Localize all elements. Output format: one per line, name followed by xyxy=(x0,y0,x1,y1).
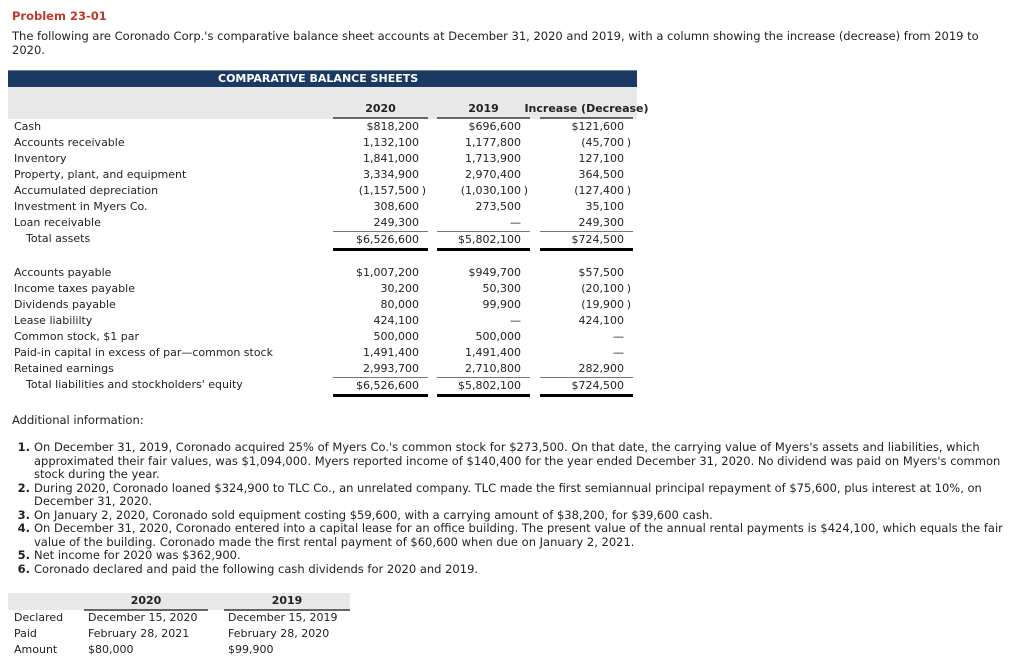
spacer xyxy=(428,183,437,199)
spacer xyxy=(530,135,540,151)
table-row xyxy=(8,167,637,183)
row-label: Amount xyxy=(14,643,58,656)
spacer xyxy=(530,215,540,231)
row-label: Property, plant, and equipment xyxy=(14,168,187,181)
row-value: 3,334,900 xyxy=(363,168,419,181)
row-value: $80,000 xyxy=(88,643,134,656)
dividends-header xyxy=(8,593,350,610)
row-value: — xyxy=(613,346,624,359)
row-value: 249,300 xyxy=(373,216,419,229)
row-label: Total assets xyxy=(26,232,91,245)
row-label: Lease liabililty xyxy=(14,314,93,327)
spacer xyxy=(428,345,437,361)
dividend-row xyxy=(8,642,350,658)
spacer xyxy=(530,183,540,199)
spacer xyxy=(208,610,224,626)
row-value: 308,600 xyxy=(373,200,419,213)
note: 6. Coronado declared and paid the following cash dividends for 2020 and 2019. xyxy=(34,563,1024,577)
table-row xyxy=(8,199,637,215)
row-value: $6,526,600 xyxy=(333,231,428,251)
spacer xyxy=(530,297,540,313)
div-col-2019: 2019 xyxy=(224,593,350,611)
row-value: 249,300 xyxy=(578,216,624,229)
spacer xyxy=(208,626,224,642)
spacer xyxy=(428,151,437,167)
col-2020: 2020 xyxy=(333,87,428,119)
row-value: $724,500 xyxy=(540,231,633,251)
spacer xyxy=(428,377,437,397)
dividend-row xyxy=(8,626,350,642)
row-label: Retained earnings xyxy=(14,362,114,375)
col-2019: 2019 xyxy=(437,87,530,119)
spacer xyxy=(428,297,437,313)
row-label: Loan receivable xyxy=(14,216,101,229)
spacer xyxy=(428,265,437,281)
dividends-table xyxy=(8,593,350,658)
row-value: 35,100 xyxy=(585,200,624,213)
row-value: 424,100 xyxy=(578,314,624,327)
spacer xyxy=(428,329,437,345)
spacer xyxy=(530,361,540,377)
spacer xyxy=(428,313,437,329)
spacer xyxy=(530,151,540,167)
spacer xyxy=(428,361,437,377)
spacer xyxy=(530,345,540,361)
row-value: December 15, 2019 xyxy=(228,611,338,624)
row-value: 1,841,000 xyxy=(363,152,419,165)
spacer xyxy=(530,119,540,135)
spacer xyxy=(428,167,437,183)
table-row xyxy=(8,361,637,377)
note: 4. On December 31, 2020, Coronado entered into a capital lease for an office building. The present value of the annual rental payments is $424,100, which equals the fair value of the building. Coronado made the first rental payment of $60,600 when due on January 2, 2021. xyxy=(34,522,1024,549)
row-label: Common stock, $1 par xyxy=(14,330,139,343)
spacer xyxy=(428,135,437,151)
row-value: (1,157,500 ) xyxy=(358,184,426,197)
row-value: 127,100 xyxy=(578,152,624,165)
spacer xyxy=(530,231,540,251)
spacer xyxy=(530,265,540,281)
row-value: (1,030,100 ) xyxy=(460,184,528,197)
row-value: 50,300 xyxy=(482,282,521,295)
note: 1. On December 31, 2019, Coronado acquired 25% of Myers Co.'s common stock for $273,500. On that date, the carrying value of Myers's assets and liabilities, which approximated their fair values, was $1,094,000. Myers reported income of $140,400 for the year ended December 31, 2020. No dividend was paid on Myers's common stock during the year. xyxy=(34,441,1024,482)
total-row xyxy=(8,231,637,247)
row-label: Cash xyxy=(14,120,42,133)
row-label: Investment in Myers Co. xyxy=(14,200,148,213)
row-value: (127,400 ) xyxy=(574,184,631,197)
div-col-2020: 2020 xyxy=(84,593,208,611)
spacer xyxy=(530,167,540,183)
table-row xyxy=(8,281,637,297)
spacer xyxy=(428,119,437,135)
row-value: 80,000 xyxy=(380,298,419,311)
note: 3. On January 2, 2020, Coronado sold equipment costing $59,600, with a carrying amount of $38,200, for $39,600 cash. xyxy=(34,509,1024,523)
row-value: 500,000 xyxy=(373,330,419,343)
row-label: Paid-in capital in excess of par—common stock xyxy=(14,346,273,359)
table-row xyxy=(8,345,637,361)
row-value: (45,700 ) xyxy=(581,136,631,149)
row-value: 30,200 xyxy=(380,282,419,295)
row-value: $1,007,200 xyxy=(356,266,419,279)
row-value: 500,000 xyxy=(475,330,521,343)
row-value: $696,600 xyxy=(468,120,521,133)
row-value: February 28, 2020 xyxy=(228,627,330,640)
spacer xyxy=(530,199,540,215)
spacer xyxy=(530,377,540,397)
row-value: 282,900 xyxy=(578,362,624,375)
row-value: 1,177,800 xyxy=(465,136,521,149)
spacer xyxy=(530,329,540,345)
table-row xyxy=(8,135,637,151)
row-value: 2,710,800 xyxy=(465,362,521,375)
table-row xyxy=(8,297,637,313)
row-value: $724,500 xyxy=(540,377,633,397)
row-value: $5,802,100 xyxy=(437,377,530,397)
table-row xyxy=(8,329,637,345)
row-label: Accounts payable xyxy=(14,266,112,279)
table-row xyxy=(8,313,637,329)
row-value: 1,491,400 xyxy=(465,346,521,359)
comparative-balance-sheet xyxy=(8,70,649,393)
row-value: 424,100 xyxy=(373,314,419,327)
spacer xyxy=(530,281,540,297)
row-label: Declared xyxy=(14,611,64,624)
row-value: $818,200 xyxy=(366,120,419,133)
row-value: 1,713,900 xyxy=(465,152,521,165)
row-label: Inventory xyxy=(14,152,67,165)
note: 5. Net income for 2020 was $362,900. xyxy=(34,549,1024,563)
total-row xyxy=(8,377,637,393)
row-label: Dividends payable xyxy=(14,298,116,311)
row-value: 2,970,400 xyxy=(465,168,521,181)
row-value: 99,900 xyxy=(482,298,521,311)
row-label: Paid xyxy=(14,627,37,640)
table-row xyxy=(8,215,637,231)
problem-intro: The following are Coronado Corp.'s comparative balance sheet accounts at December 31, 2020 and 2019, with a column showing the increase (decrease) from 2019 to 2020. xyxy=(12,29,979,57)
row-value: 364,500 xyxy=(578,168,624,181)
col-increase: Increase (Decrease) xyxy=(540,87,633,119)
row-value: 1,491,400 xyxy=(363,346,419,359)
spacer xyxy=(428,199,437,215)
table-row xyxy=(8,183,637,199)
row-value: (19,900 ) xyxy=(581,298,631,311)
spacer xyxy=(208,642,224,658)
problem-title: Problem 23-01 xyxy=(12,9,107,23)
row-value: 273,500 xyxy=(475,200,521,213)
row-label: Total liabilities and stockholders' equity xyxy=(26,378,243,391)
row-value: $5,802,100 xyxy=(437,231,530,251)
row-value: $949,700 xyxy=(468,266,521,279)
row-value: 2,993,700 xyxy=(363,362,419,375)
row-value: February 28, 2021 xyxy=(88,627,190,640)
row-value: $99,900 xyxy=(228,643,274,656)
row-label: Income taxes payable xyxy=(14,282,135,295)
row-value: $6,526,600 xyxy=(333,377,428,397)
table-row xyxy=(8,151,637,167)
row-label: Accounts receivable xyxy=(14,136,125,149)
notes-list xyxy=(12,441,1024,576)
note: 2. During 2020, Coronado loaned $324,900 to TLC Co., an unrelated company. TLC made the first semiannual principal repayment of $75,600, plus interest at 10%, on December 31, 2020. xyxy=(34,482,1024,509)
balance-sheet-heading: COMPARATIVE BALANCE SHEETS xyxy=(8,70,637,87)
spacer xyxy=(428,281,437,297)
row-value: — xyxy=(510,216,521,229)
table-row xyxy=(8,119,637,135)
spacer xyxy=(428,231,437,251)
spacer xyxy=(530,313,540,329)
row-value: — xyxy=(613,330,624,343)
column-headers xyxy=(8,87,649,119)
row-value: $57,500 xyxy=(578,266,624,279)
spacer xyxy=(428,215,437,231)
row-label: Accumulated depreciation xyxy=(14,184,159,197)
row-value: 1,132,100 xyxy=(363,136,419,149)
row-value: $121,600 xyxy=(571,120,624,133)
row-value: (20,100 ) xyxy=(581,282,631,295)
additional-info-label: Additional information: xyxy=(12,413,144,427)
dividend-row xyxy=(8,610,350,626)
row-value: December 15, 2020 xyxy=(88,611,198,624)
table-row xyxy=(8,265,637,281)
row-value: — xyxy=(510,314,521,327)
